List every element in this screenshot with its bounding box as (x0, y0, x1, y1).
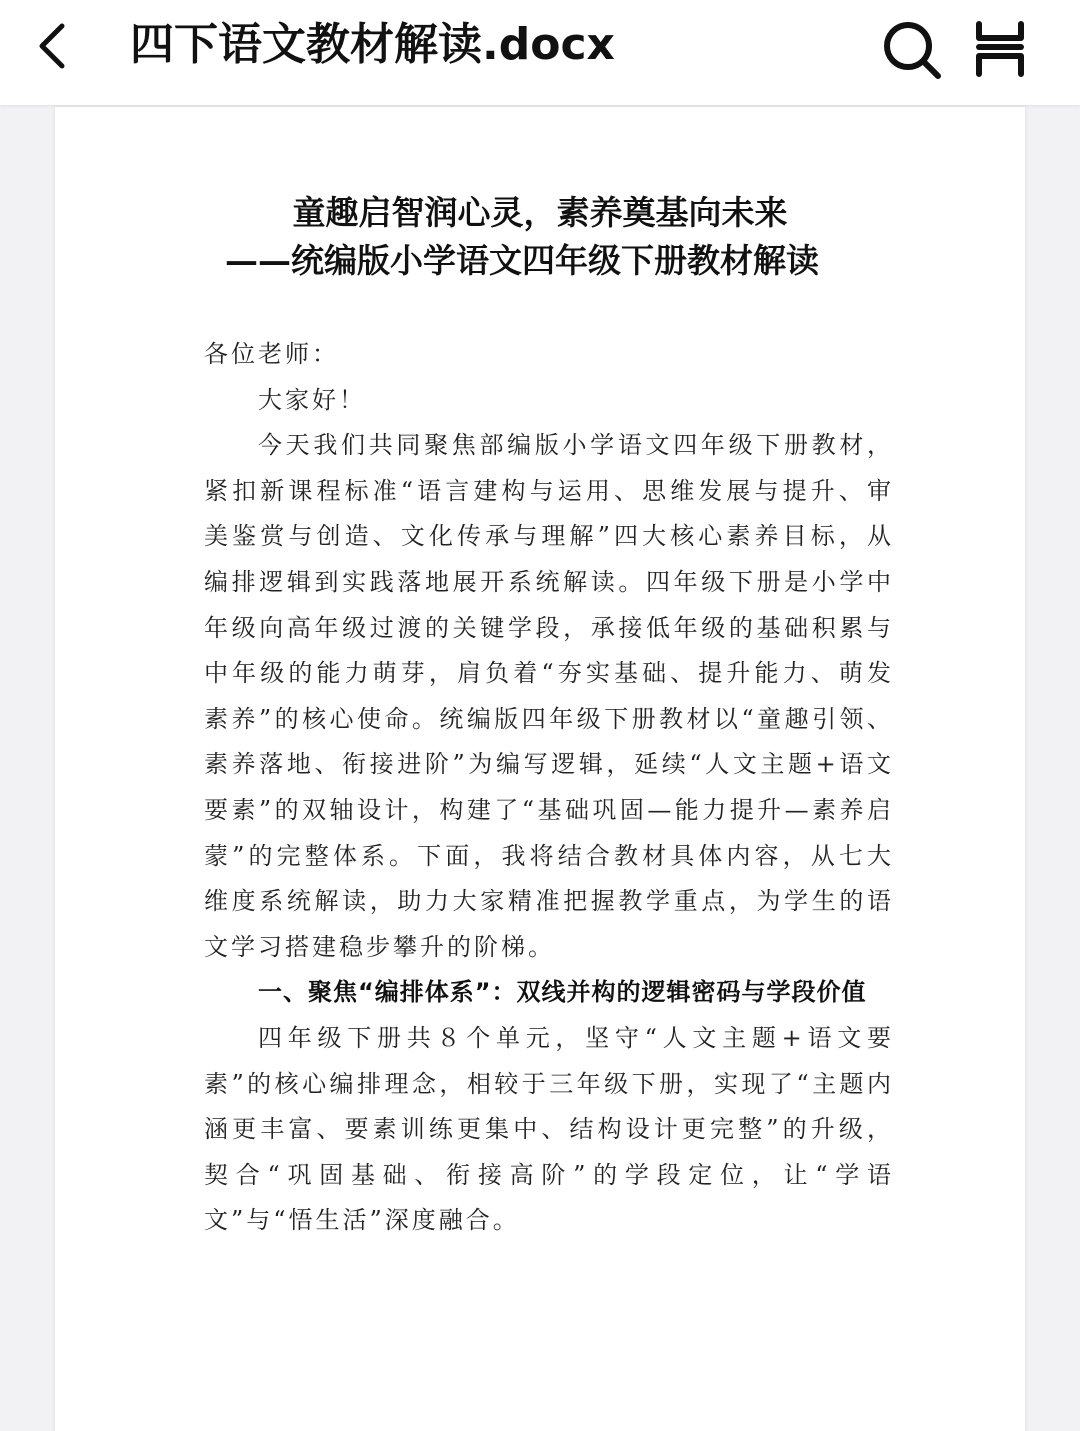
paragraph-section-1: 四年级下册共８个单元，坚守“人文主题+语文要素”的核心编排理念，相较于三年级下册，实现了“主题内涵更丰富、要素训练更集中、结构设计更完整”的升级，契合“巩固基础、衔接高阶”的学段定位，让“学语文”与“悟生活”深度融合。 (204, 1023, 894, 1235)
document-body (204, 332, 894, 1244)
paragraph-intro: 今天我们共同聚焦部编版小学语文四年级下册教材，紧扣新课程标准“语言建构与运用、思维发展与提升、审美鉴赏与创造、文化传承与理解”四大核心素养目标，从编排逻辑到实践落地展开系统解读。四年级下册是小学中年级向高年级过渡的关键学段，承接低年级的基础积累与中年级的能力萌芽，肩负着“夯实基础、提升能力、萌发素养”的核心使命。统编版四年级下册教材以“童趣引领、素养落地、衔接进阶”为编写逻辑，延续“人文主题+语文要素”的双轴设计，构建了“基础巩固—能力提升—素养启蒙”的完整体系。下面，我将结合教材具体内容，从七大维度系统解读，助力大家精准把握教学重点，为学生的语文学习搭建稳步攀升的阶梯。 (204, 431, 894, 961)
fit-width-icon (970, 18, 1032, 80)
section-heading-1: 一、聚焦“编排体系”：双线并构的逻辑密码与学段价值 (258, 978, 867, 1007)
back-button[interactable] (28, 20, 80, 72)
heading-line-1: 童趣启智润心灵，素养奠基向未来 (292, 193, 788, 232)
document-page (55, 107, 1025, 1431)
heading-line-2: ——统编版小学语文四年级下册教材解读 (225, 241, 819, 280)
search-button[interactable] (880, 18, 944, 82)
document-title: 四下语文教材解读.docx (130, 19, 615, 70)
fit-width-button[interactable] (970, 18, 1032, 80)
document-heading (55, 189, 1025, 285)
search-icon (880, 18, 944, 82)
salutation: 各位老师： (204, 340, 339, 368)
app-bar (0, 0, 1080, 105)
greeting: 大家好！ (258, 385, 366, 414)
document-viewer[interactable] (0, 105, 1080, 1431)
chevron-left-icon (28, 20, 80, 72)
